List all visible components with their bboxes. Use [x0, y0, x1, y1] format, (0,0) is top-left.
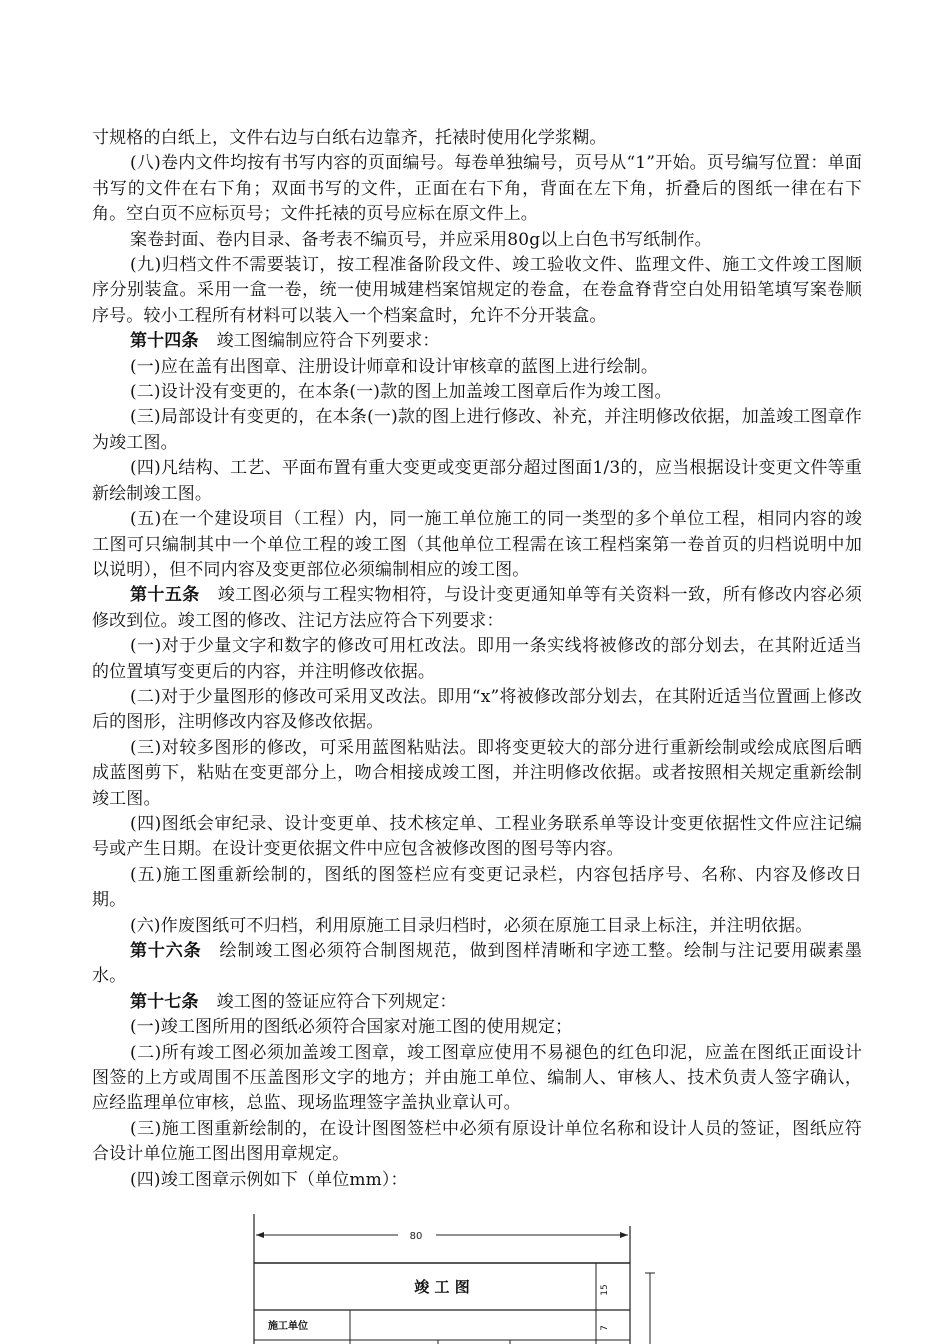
article-heading: 第十四条	[130, 331, 199, 352]
paragraph: (五)施工图重新绘制的，图纸的图签栏应有变更记录栏，内容包括序号、名称、内容及修改日期。	[92, 864, 862, 911]
stamp-width-label: 80	[409, 1231, 423, 1242]
paragraph: (一)竣工图所用的图纸必须符合国家对施工图的使用规定；	[130, 1017, 573, 1038]
paragraph: (一)应在盖有出图章、注册设计师章和设计审核章的蓝图上进行绘制。	[130, 356, 659, 377]
article-paragraph: 第十四条 竣工图编制应符合下列要求：	[130, 331, 440, 352]
paragraph: (五)在一个建设项目（工程）内，同一施工单位施工的同一类型的多个单位工程，相同内容的竣工图可只编制其中一个单位工程的竣工图（其他单位工程需在该工程档案第一卷首页的归档说明中加以说明），但不同内容及变更部位必须编制相应的竣工图。	[92, 509, 862, 580]
article-heading: 第十六条	[130, 941, 202, 961]
article-paragraph: 第十六条 绘制竣工图必须符合制图规范，做到图样清晰和字迹工整。绘制与注记要用碳素墨水。	[92, 941, 862, 987]
paragraph: (一)对于少量文字和数字的修改可用杠改法。即用一条实线将被修改的部分划去，在其附近适当的位置填写变更后的内容，并注明修改依据。	[92, 636, 862, 682]
paragraph: (九)归档文件不需要装订，按工程准备阶段文件、竣工验收文件、监理文件、施工文件竣工图顺序分别装盒。采用一盒一卷，统一使用城建档案馆规定的卷盒，在卷盒脊背空白处用铅笔填写案卷顺序号。较小工程所有材料可以装入一个档案盒时，允许不分开装盒。	[92, 255, 862, 326]
paragraph: (六)作废图纸可不归档，利用原施工目录归档时，必须在原施工目录上标注，并注明依据。	[130, 915, 813, 936]
stamp-row-label: 施工单位	[268, 1321, 308, 1332]
completion-stamp-figure	[238, 1212, 668, 1344]
paragraph: (二)对于少量图形的修改可采用叉改法。即用“x”将被修改部分划去，在其附近适当位置画上修改后的图形，注明修改内容及修改依据。	[92, 686, 862, 733]
body-text	[92, 126, 862, 1193]
stamp-dim-label-15: 15	[600, 1284, 610, 1296]
stamp-diagram	[238, 1212, 668, 1344]
stamp-title: 竣 工 图	[414, 1278, 470, 1296]
paragraph: (四)竣工图章示例如下（单位mm）：	[130, 1169, 408, 1190]
paragraph: (四)图纸会审纪录、设计变更单、技术核定单、工程业务联系单等设计变更依据性文件应注记编号或产生日期。在设计变更依据文件中应包含被修改图的图号等内容。	[92, 813, 862, 860]
paragraph: (三)对较多图形的修改，可采用蓝图粘贴法。即将变更较大的部分进行重新绘制或绘成底图后晒成蓝图剪下，粘贴在变更部分上，吻合相接成竣工图，并注明修改依据。或者按照相关规定重新绘制竣工图。	[92, 737, 862, 809]
article-heading: 第十五条	[130, 585, 200, 606]
paragraph: (二)所有竣工图必须加盖竣工图章，竣工图章应使用不易褪色的红色印泥，应盖在图纸正面设计图签的上方或周围不压盖图形文字的地方；并由施工单位、编制人、审核人、技术负责人签字确认，应经监理单位审核，总监、现场监理签字盖执业章认可。	[92, 1042, 862, 1114]
paragraph: 案卷封面、卷内目录、备考表不编页号，并应采用80g以上白色书写纸制作。	[130, 229, 712, 250]
paragraph: (三)局部设计有变更的，在本条(一)款的图上进行修改、补充，并注明修改依据，加盖竣工图章作为竣工图。	[92, 407, 862, 453]
article-paragraph: 第十五条 竣工图必须与工程实物相符，与设计变更通知单等有关资料一致，所有修改内容必须修改到位。竣工图的修改、注记方法应符合下列要求：	[92, 585, 862, 631]
article-paragraph: 第十七条 竣工图的签证应符合下列规定：	[130, 991, 457, 1012]
paragraph: (四)凡结构、工艺、平面布置有重大变更或变更部分超过图面1/3的，应当根据设计变更文件等重新绘制竣工图。	[92, 458, 862, 504]
stamp-dim-label-7: 7	[600, 1325, 610, 1331]
paragraph: (三)施工图重新绘制的，在设计图图签栏中必须有原设计单位名称和设计人员的签证，图纸应符合设计单位施工图出图用章规定。	[92, 1118, 862, 1165]
paragraph: (八)卷内文件均按有书写内容的页面编号。每卷单独编号，页号从“1”开始。页号编写位置：单面书写的文件在右下角；双面书写的文件，正面在右下角，背面在左下角，折叠后的图纸一律在右下角。空白页不应标页号；文件托裱的页号应标在原文件上。	[92, 153, 862, 225]
paragraph: (二)设计没有变更的，在本条(一)款的图上加盖竣工图章后作为竣工图。	[130, 382, 672, 403]
paragraph: 寸规格的白纸上，文件右边与白纸右边靠齐，托裱时使用化学浆糊。	[92, 128, 607, 148]
article-heading: 第十七条	[130, 991, 199, 1012]
